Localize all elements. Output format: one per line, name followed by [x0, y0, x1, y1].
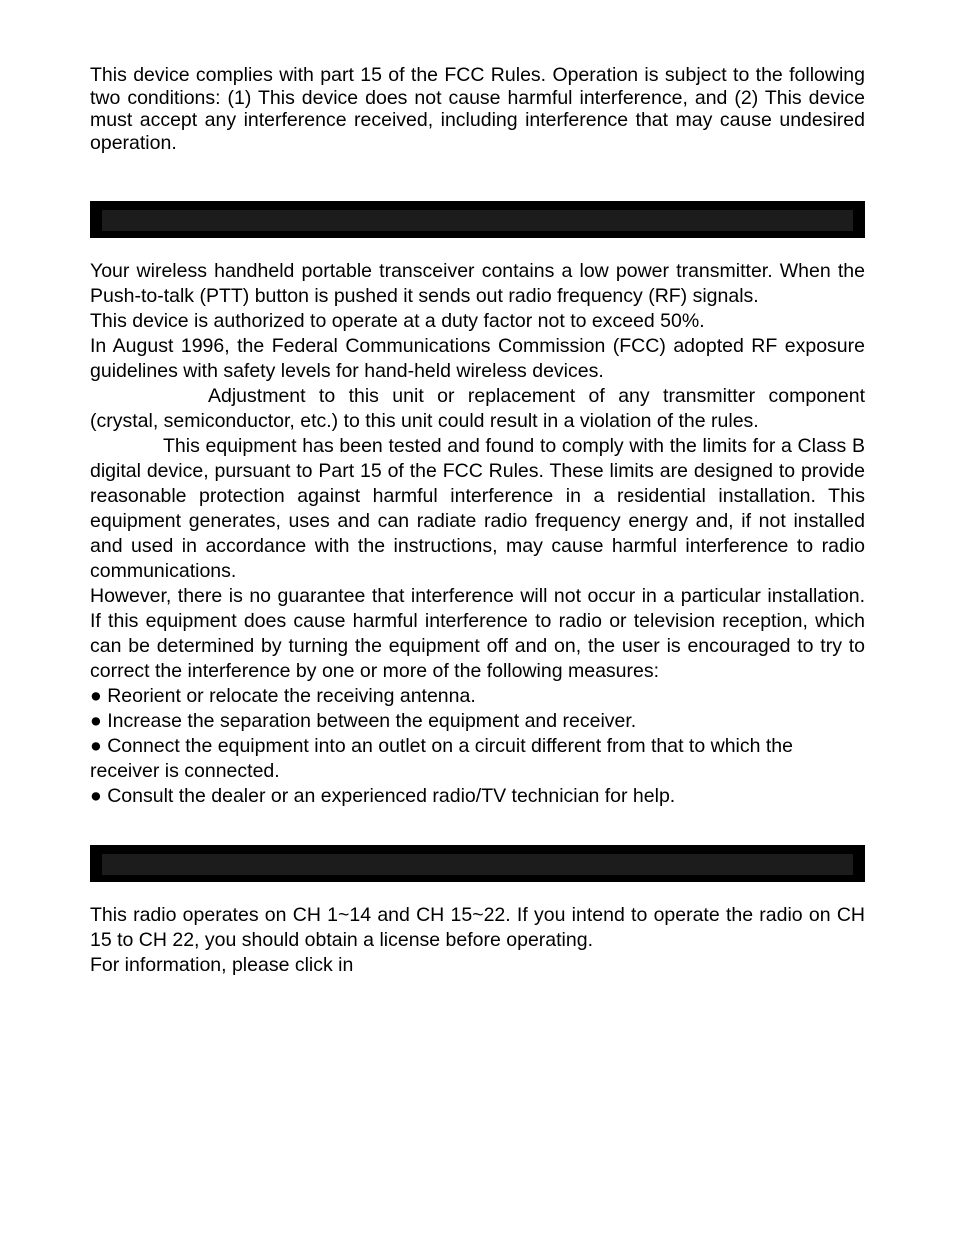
bullet-icon: ●: [90, 710, 102, 732]
list-item-text: Connect the equipment into an outlet on a circuit different from that to which the: [107, 735, 793, 757]
information-paragraph: For information, please click in: [90, 954, 354, 976]
duty-factor-paragraph: This device is authorized to operate at a duty factor not to exceed 50%.: [90, 310, 705, 332]
list-item: [90, 709, 865, 734]
interference-paragraph: However, there is no guarantee that interference will not occur in a particular installation. If this equipment does cause harmful interference to radio or television reception, which can be determined by turning the equipment off and on, the user is encouraged to try to correct the interference by one or more of the following measures:: [90, 585, 865, 682]
section-heading-inner: [102, 210, 853, 231]
channel-license-paragraph: This radio operates on CH 1~14 and CH 15~22. If you intend to operate the radio on CH 15 to CH 22, you should obtain a license before operating.: [90, 904, 865, 951]
list-item: [90, 784, 865, 809]
list-item-text: Consult the dealer or an experienced radio/TV technician for help.: [107, 785, 676, 807]
list-item: [90, 734, 865, 759]
section-heading-inner: [102, 854, 853, 875]
class-b-paragraph: This equipment has been tested and found to comply with the limits for a Class B digital device, pursuant to Part 15 of the FCC Rules. These limits are designed to provide reasonable protection against harmful interference in a residential installation. This equipment generates, uses and can radiate radio frequency energy and, if not installed and used in accordance with the instructions, may cause harmful interference to radio communications.: [90, 435, 865, 582]
adjustment-warning-paragraph: Adjustment to this unit or replacement of any transmitter component (crystal, semiconductor, etc.) to this unit could result in a violation of the rules.: [90, 385, 865, 432]
list-item-text: Reorient or relocate the receiving antenna.: [107, 685, 476, 707]
measures-list: [90, 684, 865, 809]
transmitter-paragraph: Your wireless handheld portable transceiver contains a low power transmitter. When the Push-to-talk (PTT) button is pushed it sends out radio frequency (RF) signals.: [90, 260, 865, 307]
list-item-continuation: [90, 759, 865, 784]
list-item-text: Increase the separation between the equipment and receiver.: [107, 710, 637, 732]
section-heading-bar-license: [90, 845, 865, 882]
list-item: [90, 684, 865, 709]
document-page: [90, 64, 865, 978]
section-heading-bar-rf-exposure: [90, 201, 865, 238]
bullet-icon: ●: [90, 785, 102, 807]
list-item-text: receiver is connected.: [90, 760, 280, 782]
bullet-icon: ●: [90, 685, 102, 707]
bullet-icon: ●: [90, 735, 102, 757]
fcc-compliance-paragraph: This device complies with part 15 of the FCC Rules. Operation is subject to the following two conditions: (1) This device does not cause harmful interference, and (2) This device must accept any interference received, including interference that may cause undesired operation.: [90, 64, 865, 154]
fcc-guidelines-paragraph: In August 1996, the Federal Communications Commission (FCC) adopted RF exposure guidelines with safety levels for hand-held wireless devices.: [90, 335, 865, 382]
